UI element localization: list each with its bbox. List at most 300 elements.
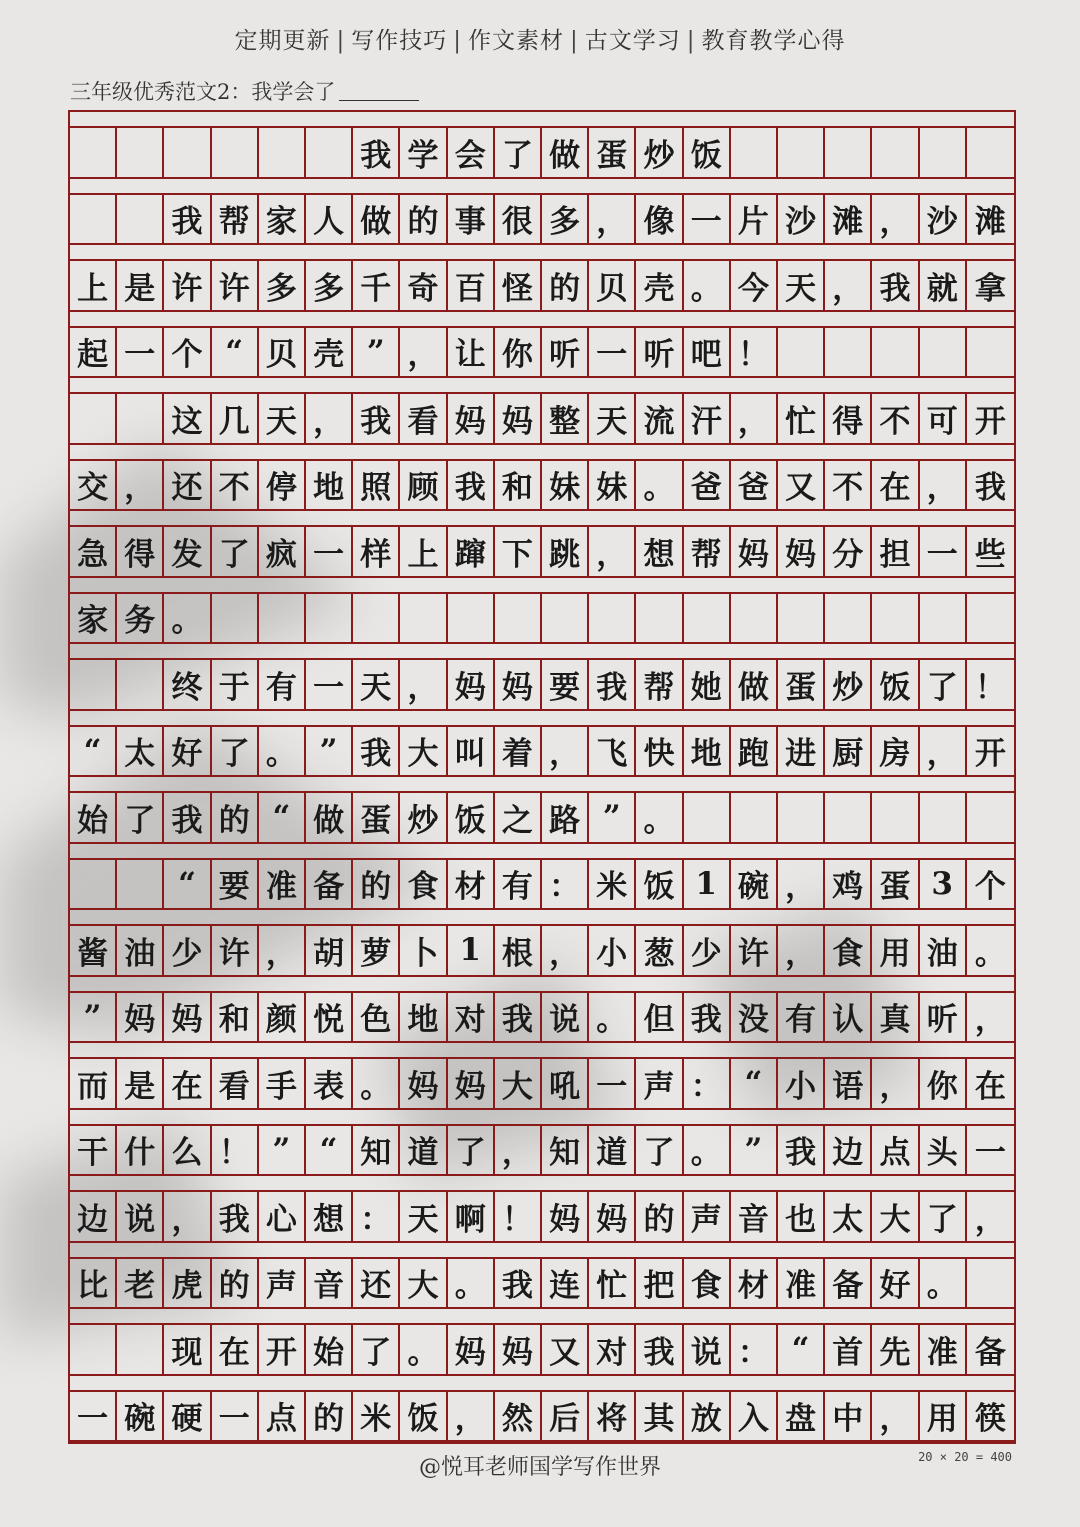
subtitle-text: 三年级优秀范文2：我学会了	[70, 80, 336, 104]
grid-cell: ，	[778, 924, 825, 977]
grid-cell: 还	[164, 459, 211, 512]
grid-cell: ：	[353, 1190, 400, 1243]
grid-cell: 像	[636, 193, 683, 246]
grid-cell: ，	[920, 725, 967, 778]
grid-cell	[212, 126, 259, 179]
grid-cell: ，	[731, 392, 778, 445]
grid-cell: 贝	[259, 326, 306, 379]
grid-cell: 了	[117, 791, 164, 844]
grid-cell: 一	[974, 1135, 1006, 1172]
grid-cell: ，	[495, 1124, 542, 1177]
grid-cell: 米	[589, 858, 636, 911]
grid-cell: 道	[589, 1124, 636, 1177]
grid-cell: 好	[164, 725, 211, 778]
grid-cell: 首	[825, 1323, 872, 1376]
grid-cell: 颜	[259, 991, 306, 1044]
grid-cell	[967, 126, 1014, 179]
grid-cell: 样	[353, 525, 400, 578]
grid-cell: 厨	[825, 725, 872, 778]
grid-cell: ，	[872, 193, 919, 246]
grid-cell: 我	[872, 259, 919, 312]
grid-cell: 但	[636, 991, 683, 1044]
grid-cell: 在	[212, 1323, 259, 1376]
grid-cell: ！	[974, 669, 1006, 706]
grid-cell: 要	[542, 658, 589, 711]
grid-cell: 天	[259, 392, 306, 445]
footer-watermark: @悦耳老师国学写作世界	[418, 1455, 661, 1480]
grid-cell: 很	[495, 193, 542, 246]
grid-cell: 交	[70, 459, 117, 512]
subtitle-blank-line	[339, 82, 419, 101]
grid-cell: 1	[448, 924, 495, 977]
grid-cell: 许	[212, 259, 259, 312]
grid-row	[70, 112, 1014, 179]
grid-cell: “	[164, 858, 211, 911]
grid-cell: 一	[70, 1390, 117, 1443]
header-separator: |	[336, 28, 346, 54]
grid-cell: 3	[920, 858, 967, 911]
grid-cell: 我	[589, 658, 636, 711]
grid-cell	[778, 592, 825, 645]
grid-cell: ，	[872, 1390, 919, 1443]
grid-cell: 妹	[542, 459, 589, 512]
grid-cell: 备	[825, 1257, 872, 1310]
grid-cell: 听	[920, 991, 967, 1044]
grid-row	[70, 711, 1014, 778]
grid-cell: 蛋	[353, 791, 400, 844]
grid-cell: 没	[731, 991, 778, 1044]
grid-cell: 在	[974, 1068, 1006, 1105]
grid-cell: 了	[636, 1124, 683, 1177]
grid-cell: 路	[542, 791, 589, 844]
grid-cell: 表	[306, 1057, 353, 1110]
grid-cell: 说	[117, 1190, 164, 1243]
grid-cell: 拿	[974, 270, 1006, 307]
grid-cell	[731, 791, 778, 844]
grid-cell: 许	[731, 924, 778, 977]
grid-cell: 知	[353, 1124, 400, 1177]
grid-cell: 帮	[636, 658, 683, 711]
grid-cell: 终	[164, 658, 211, 711]
grid-cell: 地	[306, 459, 353, 512]
grid-cell	[70, 392, 117, 445]
grid-cell: 妈	[495, 1323, 542, 1376]
grid-cell	[542, 592, 589, 645]
grid-cell: 汗	[684, 392, 731, 445]
grid-cell: 声	[636, 1057, 683, 1110]
grid-row	[70, 1309, 1014, 1376]
grid-cell: 一	[589, 1057, 636, 1110]
grid-cell: 跳	[542, 525, 589, 578]
grid-cell: 在	[872, 459, 919, 512]
grid-cell: 大	[400, 1257, 447, 1310]
grid-cell: 卜	[400, 924, 447, 977]
grid-cell	[117, 392, 164, 445]
grid-cell: 饭	[684, 126, 731, 179]
grid-cell	[872, 592, 919, 645]
grid-cell	[920, 791, 967, 844]
grid-cell	[306, 592, 353, 645]
grid-cell: 饭	[872, 658, 919, 711]
grid-row	[70, 1110, 1014, 1177]
grid-cell: 放	[684, 1390, 731, 1443]
grid-cell: 上	[70, 259, 117, 312]
grid-cell: 心	[259, 1190, 306, 1243]
grid-cell	[731, 592, 778, 645]
grid-cell	[872, 126, 919, 179]
grid-cell: 备	[974, 1334, 1006, 1371]
grid-cell: 家	[70, 592, 117, 645]
grid-cell	[353, 592, 400, 645]
grid-cell: 开	[974, 403, 1006, 440]
grid-cell: 么	[164, 1124, 211, 1177]
grid-cell: 饭	[400, 1390, 447, 1443]
grid-cell: 语	[825, 1057, 872, 1110]
grid-cell: 我	[164, 193, 211, 246]
header-item-1: 写作技巧	[351, 28, 448, 54]
grid-cell: ，	[974, 1002, 1006, 1039]
grid-row	[70, 511, 1014, 578]
grid-cell: ！	[212, 1124, 259, 1177]
grid-cell: 然	[495, 1390, 542, 1443]
grid-row	[70, 844, 1014, 911]
grid-cell: 一	[117, 326, 164, 379]
grid-cell: 一	[684, 193, 731, 246]
grid-cell: 大	[400, 725, 447, 778]
grid-cell	[778, 126, 825, 179]
grid-cell: 萝	[353, 924, 400, 977]
grid-cell: 准	[920, 1323, 967, 1376]
grid-cell	[731, 126, 778, 179]
grid-cell: 。	[400, 1323, 447, 1376]
grid-cell: 其	[636, 1390, 683, 1443]
grid-cell: 务	[117, 592, 164, 645]
grid-cell: 的	[353, 858, 400, 911]
grid-cell: 炒	[825, 658, 872, 711]
grid-cell: 不	[872, 392, 919, 445]
grid-cell: 我	[448, 459, 495, 512]
grid-cell	[495, 592, 542, 645]
grid-cell: 你	[920, 1057, 967, 1110]
grid-cell: 蹿	[448, 525, 495, 578]
grid-cell: 几	[212, 392, 259, 445]
grid-cell: 沙	[778, 193, 825, 246]
grid-cell: 有	[259, 658, 306, 711]
grid-cell: 太	[825, 1190, 872, 1243]
header-item-2: 作文素材	[468, 28, 564, 54]
writing-grid-paper	[68, 110, 1016, 1444]
grid-cell: 音	[306, 1257, 353, 1310]
grid-cell: 盘	[778, 1390, 825, 1443]
grid-cell: 跑	[731, 725, 778, 778]
grid-cell: 得	[825, 392, 872, 445]
grid-cell: ”	[306, 725, 353, 778]
grid-cell: 妈	[117, 991, 164, 1044]
grid-cell: ，	[825, 259, 872, 312]
grid-cell: 炒	[636, 126, 683, 179]
grid-cell: 顾	[400, 459, 447, 512]
grid-cell: 虎	[164, 1257, 211, 1310]
grid-cell: 起	[70, 326, 117, 379]
grid-size-label: 20 × 20 = 400	[918, 1450, 1012, 1464]
grid-cell	[920, 326, 967, 379]
grid-cell: 想	[636, 525, 683, 578]
grid-cell: 下	[495, 525, 542, 578]
grid-cell: 的	[400, 193, 447, 246]
grid-cell: 有	[495, 858, 542, 911]
grid-cell	[684, 592, 731, 645]
grid-cell: 她	[684, 658, 731, 711]
grid-cell: 还	[353, 1257, 400, 1310]
grid-cell: 备	[306, 858, 353, 911]
grid-cell: 一	[589, 326, 636, 379]
grid-cell: 的	[306, 1390, 353, 1443]
grid-cell: 妈	[731, 525, 778, 578]
grid-cell: 筷	[974, 1401, 1006, 1438]
grid-cell: 爸	[731, 459, 778, 512]
grid-cell: 啊	[448, 1190, 495, 1243]
grid-cell	[920, 592, 967, 645]
grid-cell: 。	[974, 935, 1006, 972]
grid-row	[70, 977, 1014, 1044]
grid-cell	[684, 791, 731, 844]
grid-cell: 是	[117, 259, 164, 312]
grid-cell	[400, 592, 447, 645]
grid-cell: 快	[636, 725, 683, 778]
grid-cell: 的	[212, 791, 259, 844]
grid-cell: 的	[212, 1257, 259, 1310]
grid-cell: 滩	[974, 204, 1006, 241]
grid-cell: 鸡	[825, 858, 872, 911]
grid-cell: 担	[872, 525, 919, 578]
grid-cell: 材	[448, 858, 495, 911]
grid-cell	[967, 791, 1014, 844]
grid-cell: ，	[164, 1190, 211, 1243]
grid-cell: 今	[731, 259, 778, 312]
grid-cell: 小	[589, 924, 636, 977]
grid-cell: 在	[164, 1057, 211, 1110]
grid-cell: ，	[448, 1390, 495, 1443]
grid-cell: 又	[778, 459, 825, 512]
grid-cell: 和	[212, 991, 259, 1044]
grid-cell: 妈	[448, 1323, 495, 1376]
grid-cell: 。	[259, 725, 306, 778]
grid-cell: 准	[778, 1257, 825, 1310]
header-nav	[0, 22, 1080, 55]
grid-cell: 油	[920, 924, 967, 977]
grid-cell: 把	[636, 1257, 683, 1310]
grid-cell: 吧	[684, 326, 731, 379]
header-separator: |	[570, 28, 579, 54]
grid-cell: 食	[400, 858, 447, 911]
grid-cell: 许	[164, 259, 211, 312]
grid-cell: 家	[259, 193, 306, 246]
grid-cell	[636, 592, 683, 645]
grid-cell: 做	[542, 126, 589, 179]
grid-cell: 和	[495, 459, 542, 512]
grid-cell: ！	[731, 326, 778, 379]
grid-cell: 酱	[70, 924, 117, 977]
grid-cell: 真	[872, 991, 919, 1044]
grid-cell: 边	[825, 1124, 872, 1177]
grid-cell: 蛋	[778, 658, 825, 711]
grid-cell: 连	[542, 1257, 589, 1310]
grid-cell: 片	[731, 193, 778, 246]
grid-cell: 上	[400, 525, 447, 578]
grid-cell: 急	[70, 525, 117, 578]
grid-cell: “	[212, 326, 259, 379]
grid-cell: 一	[306, 525, 353, 578]
grid-cell: 说	[684, 1323, 731, 1376]
grid-row	[70, 1376, 1014, 1443]
grid-cell: 声	[259, 1257, 306, 1310]
grid-cell: 开	[974, 736, 1006, 773]
grid-cell: 听	[542, 326, 589, 379]
grid-cell: 饭	[636, 858, 683, 911]
grid-cell: 。	[636, 459, 683, 512]
grid-cell: 而	[70, 1057, 117, 1110]
grid-cell: 学	[400, 126, 447, 179]
grid-cell: 个	[164, 326, 211, 379]
grid-cell: 又	[542, 1323, 589, 1376]
grid-cell: 硬	[164, 1390, 211, 1443]
grid-cell: 妈	[448, 392, 495, 445]
grid-cell: 之	[495, 791, 542, 844]
grid-cell: 我	[353, 725, 400, 778]
grid-cell: 就	[920, 259, 967, 312]
grid-cell: “	[731, 1057, 778, 1110]
grid-cell: 我	[353, 392, 400, 445]
grid-cell: 你	[495, 326, 542, 379]
grid-cell: 许	[212, 924, 259, 977]
grid-cell: 我	[778, 1124, 825, 1177]
essay-subtitle	[70, 76, 419, 106]
grid-row	[70, 1243, 1014, 1310]
grid-cell: 有	[778, 991, 825, 1044]
grid-cell: “	[306, 1124, 353, 1177]
grid-cell: 妈	[400, 1057, 447, 1110]
grid-cell: 分	[825, 525, 872, 578]
grid-cell: 多	[542, 193, 589, 246]
grid-cell: 于	[212, 658, 259, 711]
grid-cell: 少	[164, 924, 211, 977]
grid-cell: 不	[825, 459, 872, 512]
grid-cell: 可	[920, 392, 967, 445]
grid-cell: 材	[731, 1257, 778, 1310]
grid-cell: 食	[684, 1257, 731, 1310]
header-separator: |	[453, 28, 462, 54]
grid-cell: 小	[778, 1057, 825, 1110]
grid-cell: 做	[306, 791, 353, 844]
grid-cell: 着	[495, 725, 542, 778]
grid-cell: 少	[684, 924, 731, 977]
grid-cell: 让	[448, 326, 495, 379]
grid-cell: 多	[259, 259, 306, 312]
grid-cell: ，	[542, 924, 589, 977]
grid-cell: 音	[731, 1190, 778, 1243]
grid-cell: 葱	[636, 924, 683, 977]
grid-row	[70, 179, 1014, 246]
grid-cell: 大	[495, 1057, 542, 1110]
grid-cell: 了	[495, 126, 542, 179]
grid-row	[70, 1176, 1014, 1243]
grid-cell	[778, 326, 825, 379]
grid-cell: 得	[117, 525, 164, 578]
grid-cell: 做	[353, 193, 400, 246]
grid-cell: 好	[872, 1257, 919, 1310]
grid-cell: ！	[495, 1190, 542, 1243]
grid-cell: ：	[542, 858, 589, 911]
grid-cell: 妈	[495, 658, 542, 711]
grid-cell	[70, 858, 117, 911]
grid-row	[70, 910, 1014, 977]
grid-cell: 地	[684, 725, 731, 778]
grid-cell	[448, 592, 495, 645]
grid-cell	[306, 126, 353, 179]
grid-cell: 发	[164, 525, 211, 578]
grid-row	[70, 445, 1014, 512]
grid-cell: 是	[117, 1057, 164, 1110]
grid-cell	[967, 326, 1014, 379]
grid-cell	[70, 193, 117, 246]
grid-cell: 一	[212, 1390, 259, 1443]
grid-cell: ：	[731, 1323, 778, 1376]
grid-cell: 。	[636, 791, 683, 844]
grid-cell: 点	[259, 1390, 306, 1443]
grid-cell: 我	[495, 991, 542, 1044]
grid-cell: 也	[778, 1190, 825, 1243]
grid-cell: ”	[259, 1124, 306, 1177]
grid-cell: 天	[400, 1190, 447, 1243]
grid-row	[70, 644, 1014, 711]
grid-cell: 声	[684, 1190, 731, 1243]
grid-cell: 妈	[164, 991, 211, 1044]
grid-cell	[825, 592, 872, 645]
grid-cell	[967, 592, 1014, 645]
grid-cell	[70, 1323, 117, 1376]
grid-cell: 做	[731, 658, 778, 711]
grid-cell: ，	[589, 193, 636, 246]
grid-cell: 始	[70, 791, 117, 844]
grid-cell: 忙	[589, 1257, 636, 1310]
grid-cell: 会	[448, 126, 495, 179]
grid-cell: 油	[117, 924, 164, 977]
grid-cell	[872, 326, 919, 379]
grid-row	[70, 378, 1014, 445]
grid-cell: 天	[778, 259, 825, 312]
grid-cell: 了	[920, 658, 967, 711]
grid-cell: 我	[495, 1257, 542, 1310]
grid-cell: 了	[212, 525, 259, 578]
header-item-4: 教育教学心得	[701, 28, 846, 54]
grid-cell: ，	[974, 1201, 1006, 1238]
grid-cell: 壳	[306, 326, 353, 379]
grid-cell	[967, 1257, 1014, 1310]
grid-cell	[70, 126, 117, 179]
header-item-0: 定期更新	[234, 28, 331, 54]
grid-cell: 流	[636, 392, 683, 445]
grid-cell: 多	[306, 259, 353, 312]
grid-cell: 先	[872, 1323, 919, 1376]
grid-row	[70, 1043, 1014, 1110]
grid-cell	[117, 193, 164, 246]
grid-cell	[212, 592, 259, 645]
grid-cell: 根	[495, 924, 542, 977]
grid-cell	[825, 126, 872, 179]
grid-cell: 我	[164, 791, 211, 844]
grid-cell: 的	[542, 259, 589, 312]
grid-cell: 这	[164, 392, 211, 445]
